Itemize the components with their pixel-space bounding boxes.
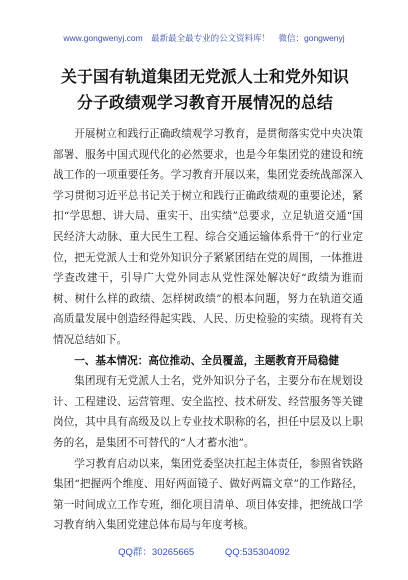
footer-contact [0,544,408,558]
top-banner [0,32,408,44]
section-1-paragraph-2: 学习教育启动以来，集团党委坚决扛起主体责任，参照省铁路集团“把握两个维度、用好两面镜子、做好两篇文章”的工作路径，第一时间成立工作专班，细化项目清单、项目体安排，把统战口学习教育纳入集团党建总体布局与年度考核。 [53,457,363,532]
section-1-paragraph-1: 集团现有无党派人士名，党外知识分子名，主要分布在规划设计、工程建设、运营管理、安全监控、技术研发、经营服务等关键岗位，其中具有高级及以上专业技术职称的名，担任中层及以上职务的名，是集团不可替代的“人才蓄水池”。 [53,375,363,449]
qq-text: QQ:535304092 [224,547,290,558]
document-title [30,64,380,116]
qq-group-text: QQ群：30265665 [118,547,195,558]
slogan-text: 最新最全最专业的公文资料库！ [151,33,271,43]
wechat-text: 微信：gongwenyj [278,33,345,43]
website-link[interactable]: www.gongwenyj.com [63,33,143,43]
title-line-2: 分子政绩观学习教育开展情况的总结 [77,93,333,112]
document-body [53,124,363,536]
section-1-heading: 一、基本情况：高位推动、全员覆盖，主题教育开局稳健 [74,354,340,367]
intro-paragraph: 开展树立和践行正确政绩观学习教育，是贯彻落实党中央决策部署、服务中国式现代化的必然要求，也是今年集团党的建设和统战工作的一项重要任务。学习教育开展以来，集团党委统战部深入学习贯彻习近平总书记关于树立和践行正确政绩观的重要论述，紧扣“学思想、讲大局、重实干、出实绩”总要求，立足轨道交通“国民经济大动脉、重大民生工程、综合交通运输体系骨干”的行业定位，把无党派人士和党外知识分子紧紧团结在党的周围，一体推进学查改建干，引导广大党外同志从党性深处解决好“政绩为谁而树、树什么样的政绩、怎样树政绩”的根本问题，努力在轨道交通高质量发展中创造经得起实践、人民、历史检验的实绩。现将有关情况总结如下。 [53,128,363,346]
title-line-1: 关于国有轨道集团无党派人士和党外知识 [61,67,349,86]
